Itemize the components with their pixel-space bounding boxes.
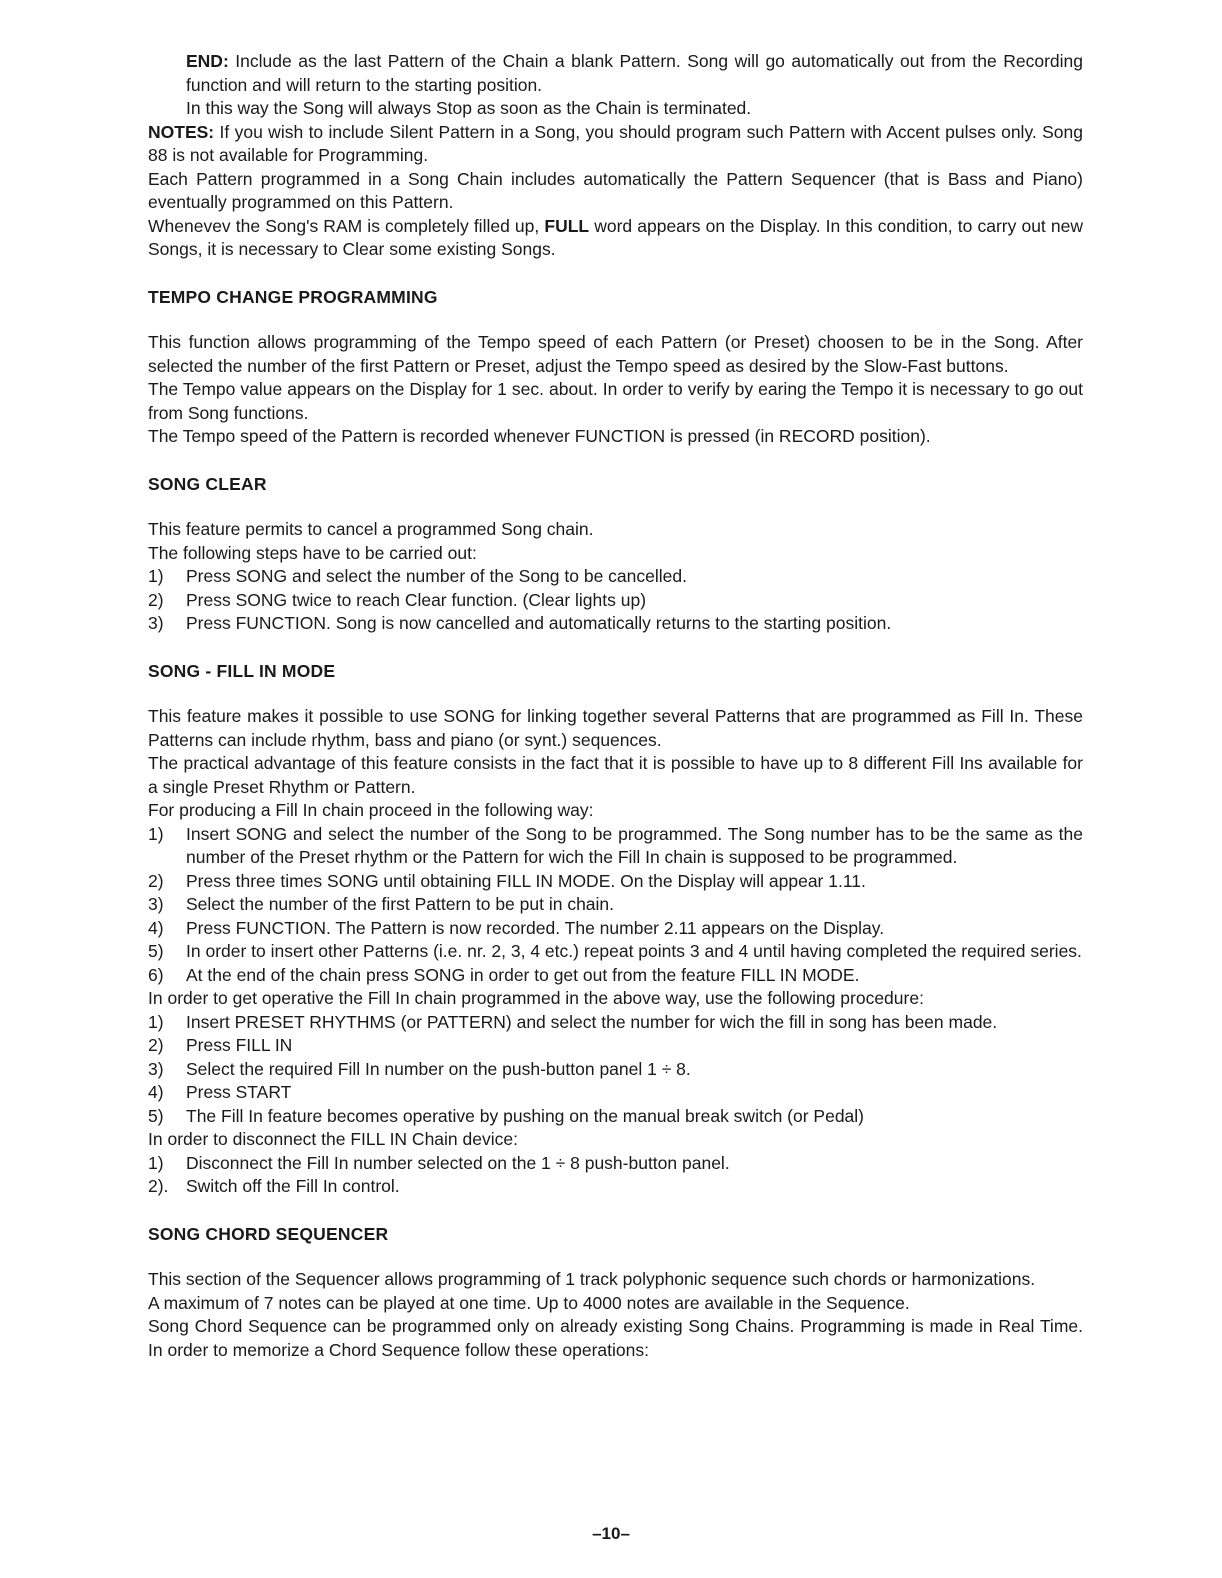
fill-steps-2	[148, 1011, 1083, 1129]
list-item: 2) Press FILL IN	[148, 1035, 293, 1055]
fill-paragraph-2: The practical advantage of this feature consists in the fact that it is possible to have up to 8 different Fill Ins available for a single Preset Rhythm or Pattern.	[148, 753, 1083, 797]
tempo-paragraph-2: The Tempo value appears on the Display for 1 sec. about. In order to verify by earing the Tempo it is necessary to go out from Song functions.	[148, 379, 1083, 423]
page-number: –10–	[592, 1524, 630, 1543]
end-paragraph	[148, 50, 1083, 97]
end-paragraph-2: In this way the Song will always Stop as soon as the Chain is terminated.	[186, 98, 752, 118]
fill-heading: SONG - FILL IN MODE	[148, 660, 336, 681]
list-item: 3) Select the required Fill In number on the push-button panel 1 ÷ 8.	[148, 1058, 691, 1079]
list-item: 3) Press FUNCTION. Song is now cancelled and automatically returns to the starting position.	[148, 613, 892, 633]
list-item: 1) Insert SONG and select the number of the Song to be programmed. The Song number has to be the same as the number of the Preset rhythm or the Pattern for wich the Fill In chain is supposed to be programmed.	[148, 823, 1083, 867]
fill-steps	[148, 823, 1083, 988]
end-label: END:	[186, 51, 229, 71]
tempo-paragraph-1: This function allows programming of the Tempo speed of each Pattern (or Preset) choosen to be in the Song. After selected the number of the first Pattern or Preset, adjust the Tempo speed as desired by the Slow-Fast buttons.	[148, 332, 1083, 376]
list-item: 1) Disconnect the Fill In number selected on the 1 ÷ 8 push-button panel.	[148, 1152, 730, 1173]
list-item: 5) The Fill In feature becomes operative by pushing on the manual break switch (or Pedal)	[148, 1105, 864, 1126]
chord-paragraph-2: A maximum of 7 notes can be played at one time. Up to 4000 notes are available in the Sequence.	[148, 1292, 910, 1313]
clear-paragraph-1: This feature permits to cancel a programmed Song chain.	[148, 519, 594, 539]
chord-paragraph-1: This section of the Sequencer allows programming of 1 track polyphonic sequence such chords or harmonizations.	[148, 1269, 1036, 1289]
fill-paragraph-4: In order to get operative the Fill In chain programmed in the above way, use the following procedure:	[148, 988, 924, 1008]
fill-paragraph-3: For producing a Fill In chain proceed in the following way:	[148, 800, 594, 820]
chord-paragraph-3: Song Chord Sequence can be programmed only on already existing Song Chains. Programming is made in Real Time. In order to memorize a Chord Sequence follow these operations:	[148, 1316, 1083, 1360]
notes-paragraph	[148, 121, 1083, 168]
notes-text: If you wish to include Silent Pattern in a Song, you should program such Pattern with Accent pulses only. Song 88 is not available for Programming.	[148, 121, 1083, 165]
list-item: 6) At the end of the chain press SONG in order to get out from the feature FILL IN MODE.	[148, 964, 860, 985]
end-text: Include as the last Pattern of the Chain a blank Pattern. Song will go automatically out from the Recording function and will return to the starting position.	[186, 51, 1083, 95]
notes-label: NOTES:	[148, 121, 215, 142]
list-item: 2) Press three times SONG until obtaining FILL IN MODE. On the Display will appear 1.11.	[148, 870, 866, 891]
clear-paragraph-2: The following steps have to be carried out:	[148, 542, 477, 563]
list-item: 3) Select the number of the first Pattern to be put in chain.	[148, 894, 615, 914]
notes-paragraph-3	[148, 215, 1083, 262]
notes-full-word: FULL	[544, 215, 590, 236]
list-item: 1) Insert PRESET RHYTHMS (or PATTERN) and select the number for wich the fill in song has been made.	[148, 1011, 998, 1032]
notes-p3-b: word appears on the Display. In this condition, to carry out new Songs, it is necessary to Clear some existing Songs.	[148, 215, 1084, 259]
chord-heading: SONG CHORD SEQUENCER	[148, 1223, 389, 1244]
clear-heading: SONG CLEAR	[148, 473, 267, 494]
list-item: 4) Press START	[148, 1082, 292, 1102]
tempo-heading: TEMPO CHANGE PROGRAMMING	[148, 286, 438, 307]
fill-paragraph-1: This feature makes it possible to use SONG for linking together several Patterns that are programmed as Fill In. These Patterns can include rhythm, bass and piano (or synt.) sequences.	[148, 706, 1083, 750]
fill-steps-3	[148, 1152, 1083, 1199]
tempo-paragraph-3: The Tempo speed of the Pattern is recorded whenever FUNCTION is pressed (in RECORD position).	[148, 426, 931, 446]
list-item: 1) Press SONG and select the number of the Song to be cancelled.	[148, 566, 687, 586]
clear-steps	[148, 565, 1083, 636]
list-item: 2). Switch off the Fill In control.	[148, 1176, 400, 1196]
list-item: 2) Press SONG twice to reach Clear function. (Clear lights up)	[148, 589, 647, 610]
document-page	[148, 50, 1083, 1362]
list-item: 5) In order to insert other Patterns (i.e. nr. 2, 3, 4 etc.) repeat points 3 and 4 until having completed the required series.	[148, 941, 1082, 961]
notes-p3-a: Whenevev the Song's RAM is completely filled up,	[148, 215, 545, 236]
notes-paragraph-2: Each Pattern programmed in a Song Chain includes automatically the Pattern Sequencer (that is Bass and Piano) eventually programmed on this Pattern.	[148, 168, 1083, 212]
list-item: 4) Press FUNCTION. The Pattern is now recorded. The number 2.11 appears on the Display.	[148, 917, 885, 938]
fill-paragraph-5: In order to disconnect the FILL IN Chain device:	[148, 1129, 518, 1149]
